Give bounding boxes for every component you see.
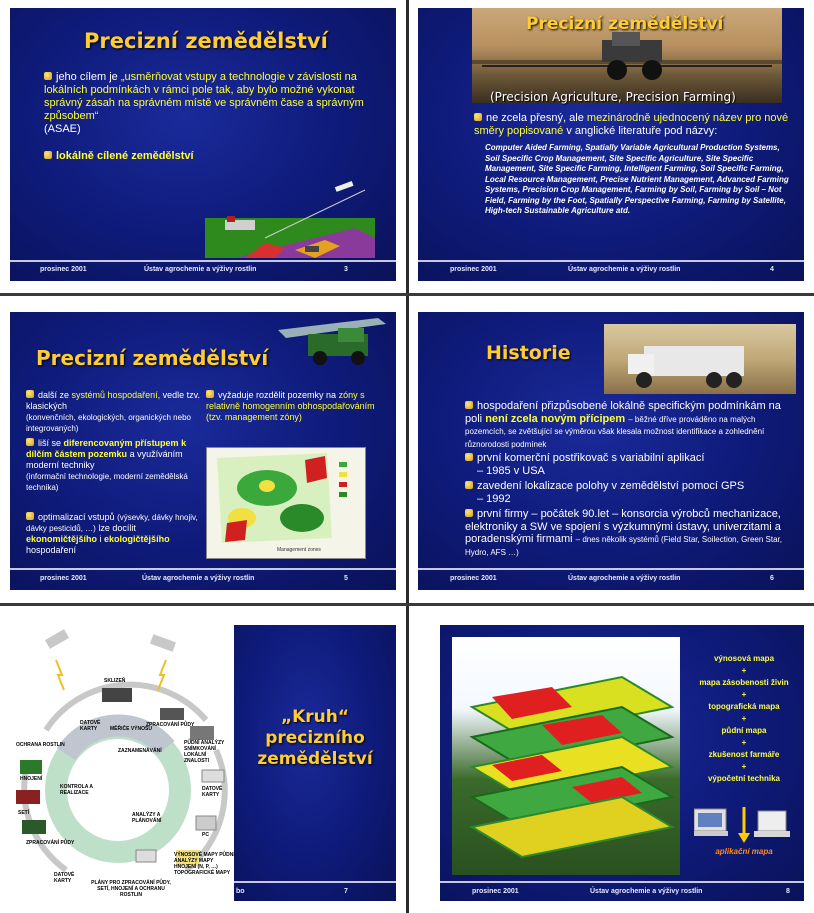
footer-date: prosinec 2001 <box>450 575 497 582</box>
slide-title: Precizní zemědělství <box>36 346 269 370</box>
map-caption: Management zones <box>277 547 321 553</box>
label-tillage-2: ZPRACOVÁNÍ PŮDY <box>26 840 75 846</box>
field-satellite-illustration <box>205 178 375 258</box>
application-map-label: aplikační mapa <box>715 847 773 856</box>
slide-subtitle: (Precision Agriculture, Precision Farming) <box>490 90 736 104</box>
slide-4[interactable] <box>418 8 804 281</box>
label-data-cards: DATOVÉ KARTY <box>80 720 101 732</box>
label-plans: PLÁNY PRO ZPRACOVÁNÍ PŮDY, SETÍ, HNOJENÍ A OCHRANU ROSTLIN <box>91 880 171 898</box>
bullet-source: (ASAE) <box>44 123 81 135</box>
bullet-text: první firmy – počátek 90.let – konsorcia výrobců mechanizace, elektroniky a SW ve spojení s výzkumnými ústavy, univerzitami a poradenskými firmami <box>465 508 781 545</box>
bullet-highlight: zóny s relativně homogenním obhospodařováním <box>206 390 375 411</box>
management-zones-map <box>206 447 366 559</box>
label-pc: PC <box>202 832 209 838</box>
bullet-icon <box>26 390 34 398</box>
slide-number: 4 <box>770 266 774 273</box>
label-sowing: SETÍ <box>18 810 30 816</box>
slide-5[interactable] <box>10 312 396 590</box>
footer-institute: Ústav agrochemie a výživy rostlin <box>568 266 681 273</box>
label-tillage: ZPRACOVÁNÍ PŮDY <box>146 722 195 728</box>
bullet-text: hospodaření přizpůsobené lokálně specifickým podmínkám na poli <box>465 400 781 425</box>
bullet-text: v anglické literatuře pod názvy: <box>566 124 718 137</box>
bullet-text: vedle tzv. klasických <box>26 390 200 411</box>
bullet-text: ne zcela přesný, ale <box>486 112 584 124</box>
bullet-highlight: „usměrňovat vstupy a technologie v závislosti na lokálních podmínkách v rámci pole tak, aby bylo možné vykonat správný zásah na správném místě ve správném čase a správným způsobem“ <box>44 71 364 122</box>
slide-title: Precizní zemědělství <box>526 14 724 34</box>
plus-sign: + <box>741 690 747 699</box>
bullet-icon <box>44 72 52 80</box>
bullet-text: optimalizací vstupů <box>38 512 115 522</box>
footer-institute: Ústav agrochemie a výživy rostlin <box>590 888 703 895</box>
footer-institute: Ústav agrochemie a výživy rostlin <box>142 575 255 582</box>
plus-sign: + <box>741 762 747 771</box>
slide-number: 6 <box>770 575 774 582</box>
bullet-text: – 1992 <box>477 492 511 505</box>
label-fertilization: HNOJENÍ <box>20 776 43 782</box>
grid-horizontal-divider <box>0 293 814 296</box>
slide-number: 7 <box>344 888 348 895</box>
label-recording: ZAZNAMENÁVÁNÍ <box>118 748 162 754</box>
bullet-highlight: systémů hospodaření, <box>71 390 161 400</box>
slide-title: Historie <box>486 342 571 364</box>
bullet-icon <box>44 151 52 159</box>
label-control-realization: KONTROLA A REALIZACE <box>60 784 93 796</box>
bullet-highlight: diferencovaným přístupem k dílčím částem pozemku <box>26 438 187 459</box>
label-analysis-planning: ANALÝZY A PLÁNOVÁNÍ <box>132 812 162 824</box>
bullet-note: (informační technologie, moderní zemědělská technika) <box>26 472 188 492</box>
footer-date: prosinec 2001 <box>40 575 87 582</box>
label-data-cards-2: DATOVÉ KARTY <box>202 786 223 798</box>
precision-farming-cycle-diagram <box>6 620 246 900</box>
label-plant-protection: OCHRANA ROSTLIN <box>16 742 65 748</box>
bullet-note: – běžné dříve prováděno na malých pozemcích, se zvětšující se výměrou však klesala možnost identifikace a zohlednění různorodosti podmínek <box>465 414 765 449</box>
label-soil-analyses: PŮDNÍ ANALÝZY SNÍMKOVÁNÍ LOKÁLNÍ ZNALOSTI <box>184 740 225 764</box>
footer-institute: bo <box>236 888 245 895</box>
layer-item: výpočetní technika <box>707 774 781 783</box>
plus-sign: + <box>741 738 747 747</box>
layer-item: půdní mapa <box>721 726 767 735</box>
terms-list: Computer Aided Farming, Spatially Variable Agricultural Production Systems, Soil Specific Crop Management, Site Specific Agriculture, Site Specific Management, Site Specific Farming, Intelligent Farming, Soil Specific Farming, Local Resource Management, Precise Nutrient Management, Advanced Farming Systems, Precision Crop Management, Farming by Soil, Farming by Soil – Not Field, Farming by the Foot, Spatially Perspective Farming, Farming by Satellite, High-tech Sustainable Agriculture atd. <box>485 143 789 215</box>
slide-number: 3 <box>344 266 348 273</box>
bullet-text: i <box>99 534 102 544</box>
bullet-text: lze docílit <box>98 523 136 533</box>
footer-institute: Ústav agrochemie a výživy rostlin <box>144 266 257 273</box>
slide-6[interactable] <box>418 312 804 590</box>
bullet-text: liší se <box>38 438 62 448</box>
label-yield-meters: MĚŘIČE VÝNOSU <box>110 726 152 732</box>
plus-sign: + <box>741 666 747 675</box>
footer-date: prosinec 2001 <box>40 266 87 273</box>
tractor-sprayer-illustration <box>278 318 388 366</box>
bullet-text: hospodaření <box>26 545 77 555</box>
bullet-icon <box>206 390 214 398</box>
bullet-icon <box>26 438 34 446</box>
footer-institute: Ústav agrochemie a výživy rostlin <box>568 575 681 582</box>
slide-8[interactable] <box>440 625 804 901</box>
bullet-highlight: ekologičtějšího <box>104 534 170 544</box>
slide-number: 5 <box>344 575 348 582</box>
bullet-highlight: mezinárodně ujednocený název pro nové směry popisované <box>474 112 789 137</box>
bullet-highlight: není zcela novým přícipem <box>485 412 626 425</box>
bullet-text: další ze <box>38 390 70 400</box>
slide-title: Precizní zemědělství <box>84 29 328 53</box>
footer-date: prosinec 2001 <box>450 266 497 273</box>
plus-sign: + <box>741 714 747 723</box>
slide-number: 8 <box>786 888 790 895</box>
slide-7[interactable] <box>234 625 396 901</box>
bullet-note: – dnes několik systémů (Field Star, Soilection, Green Star, Hydro, AFS …) <box>465 535 782 557</box>
bullet-icon <box>26 512 34 520</box>
bullet-icon <box>465 401 473 409</box>
bullet-icon <box>465 481 473 489</box>
bullet-note: (konvenčních, ekologických, organických nebo integrovaných) <box>26 413 191 433</box>
bullet-text: – 1985 v USA <box>477 464 545 477</box>
footer-date: prosinec 2001 <box>472 888 519 895</box>
label-data-cards-3: DATOVÉ KARTY <box>54 872 75 884</box>
bullet-text: jeho cílem je <box>56 71 118 83</box>
bullet-text: a využíváním moderní techniky <box>26 449 183 470</box>
layer-item: zkušenost farmáře <box>708 750 780 759</box>
spreader-truck-photo <box>604 324 796 394</box>
bullet-text: první komerční postřikovač s variabilní aplikací <box>477 452 705 464</box>
bullet-icon <box>465 453 473 461</box>
label-yield-maps: VÝNOSOVÉ MAPY PŮDNÍ ANALÝZY MAPY HNOJENÍ (N, P, …) TOPOGRAFICKÉ MAPY <box>174 852 235 876</box>
layer-item: mapa zásobenosti živin <box>699 678 789 687</box>
label-harvest: SKLIZEŇ <box>104 678 126 684</box>
map-layers-illustration <box>452 637 680 875</box>
slide-title: „Kruh“ precizního zemědělství <box>257 707 373 769</box>
bullet-note: (výsevky, dávky hnojiv, dávky pesticidů, …) <box>26 513 198 533</box>
bullet-icon <box>474 113 482 121</box>
bullet-highlight: ekonomičtějšího <box>26 534 98 544</box>
grid-horizontal-divider <box>0 603 814 606</box>
bullet-icon <box>465 509 473 517</box>
computer-and-arrow-icon <box>694 805 798 845</box>
bullet-text: vyžaduje rozdělit pozemky na <box>218 390 337 400</box>
layer-item: topografická mapa <box>708 702 780 711</box>
bullet-text: lokálně cílené zemědělství <box>56 150 194 162</box>
slide-3[interactable] <box>10 8 396 281</box>
bullet-text: zavedení lokalizace polohy v zemědělství pomocí GPS <box>477 480 745 492</box>
layer-stack-list <box>686 653 802 785</box>
layer-item: výnosová mapa <box>713 654 775 663</box>
bullet-highlight: (tzv. management zóny) <box>206 412 302 422</box>
grid-vertical-divider <box>406 0 409 913</box>
